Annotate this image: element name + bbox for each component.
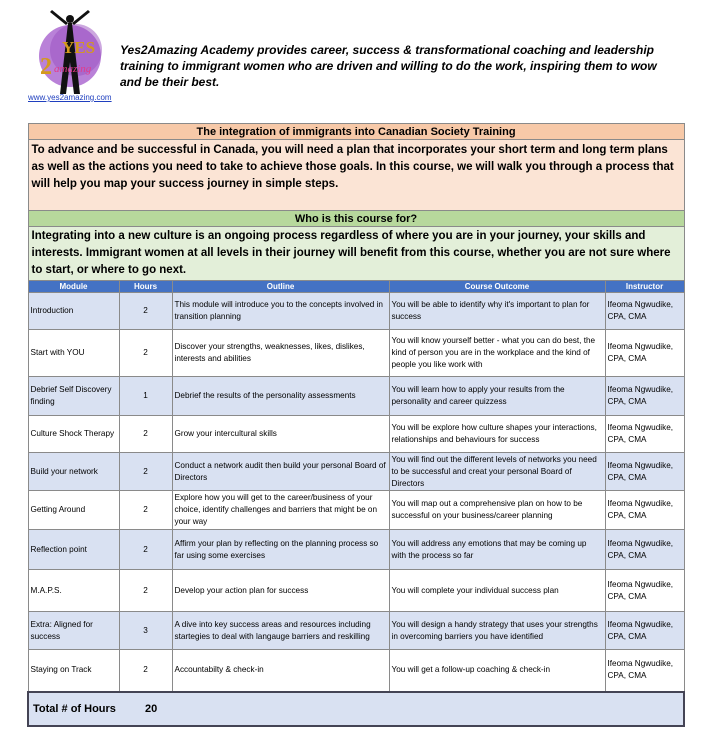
outcome-cell: You will map out a comprehensive plan on how to be successful on your business/career planning — [389, 491, 605, 530]
hours-cell: 2 — [119, 570, 172, 612]
hours-cell: 2 — [119, 330, 172, 377]
header-hours: Hours — [119, 281, 172, 293]
outline-cell: Debrief the results of the personality assessments — [172, 377, 389, 416]
hours-cell: 2 — [119, 416, 172, 453]
hours-cell: 1 — [119, 377, 172, 416]
module-cell: Debrief Self Discovery finding — [28, 377, 119, 416]
tagline: Yes2Amazing Academy provides career, success & transformational coaching and leadership training to immigrant women who are driven and willing to do the work, inspiring them to wow and be their best. — [120, 43, 657, 89]
instructor-cell: Ifeoma Ngwudike, CPA, CMA — [605, 650, 684, 692]
audience-text: Integrating into a new culture is an ongoing process regardless of where you are in your journey, your skills and interests. Immigrant women at all levels in their journey will benefit from this course, whether you are not sure where to start, or where to go next. — [28, 227, 684, 281]
course-title: The integration of immigrants into Canadian Society Training — [28, 124, 684, 140]
instructor-cell: Ifeoma Ngwudike, CPA, CMA — [605, 293, 684, 330]
website-link[interactable]: www.yes2amazing.com — [28, 93, 112, 102]
module-cell: Reflection point — [28, 530, 119, 570]
outcome-cell: You will get a follow-up coaching & check-in — [389, 650, 605, 692]
instructor-cell: Ifeoma Ngwudike, CPA, CMA — [605, 330, 684, 377]
outline-cell: Explore how you will get to the career/business of your choice, identify challenges and barriers that might be on your way — [172, 491, 389, 530]
logo-yes-text: YES — [62, 38, 96, 57]
module-cell: Introduction — [28, 293, 119, 330]
outline-cell: Affirm your plan by reflecting on the planning process so far using some exercises — [172, 530, 389, 570]
hours-cell: 2 — [119, 530, 172, 570]
page-header — [0, 0, 711, 110]
header-outline: Outline — [172, 281, 389, 293]
yes2amazing-logo — [28, 10, 112, 98]
outcome-cell: You will find out the different levels of networks you need to be successful and creat your personal Board of Directors — [389, 453, 605, 491]
outline-cell: Conduct a network audit then build your personal Board of Directors — [172, 453, 389, 491]
instructor-cell: Ifeoma Ngwudike, CPA, CMA — [605, 416, 684, 453]
module-cell: Build your network — [28, 453, 119, 491]
outline-cell: A dive into key success areas and resources including startegies to deal with langauge barriers and reskilling — [172, 612, 389, 650]
hours-cell: 2 — [119, 650, 172, 692]
outcome-cell: You will learn how to apply your results from the personality and career quizzess — [389, 377, 605, 416]
instructor-cell: Ifeoma Ngwudike, CPA, CMA — [605, 530, 684, 570]
table-row — [28, 330, 684, 377]
total-row — [28, 692, 684, 726]
module-cell: Getting Around — [28, 491, 119, 530]
hours-cell: 2 — [119, 453, 172, 491]
outline-cell: Develop your action plan for success — [172, 570, 389, 612]
hours-cell: 2 — [119, 491, 172, 530]
outcome-cell: You will be explore how culture shapes your interactions, relationships and behaviours for success — [389, 416, 605, 453]
outcome-cell: You will address any emotions that may be coming up with the process so far — [389, 530, 605, 570]
header-instructor: Instructor — [605, 281, 684, 293]
outcome-cell: You will know yourself better - what you can do best, the kind of person you are in the workplace and the kind of people you like work with — [389, 330, 605, 377]
total-value: 20 — [145, 702, 158, 715]
header-outcome: Course Outcome — [389, 281, 605, 293]
table-row — [28, 530, 684, 570]
instructor-cell: Ifeoma Ngwudike, CPA, CMA — [605, 612, 684, 650]
instructor-cell: Ifeoma Ngwudike, CPA, CMA — [605, 570, 684, 612]
total-label: Total # of Hours — [33, 702, 116, 715]
module-cell: Extra: Aligned for success — [28, 612, 119, 650]
header-module: Module — [28, 281, 119, 293]
logo-script-text: amazing — [54, 63, 92, 75]
module-cell: Staying on Track — [28, 650, 119, 692]
table-row — [28, 416, 684, 453]
table-row — [28, 650, 684, 692]
module-cell: M.A.P.S. — [28, 570, 119, 612]
instructor-cell: Ifeoma Ngwudike, CPA, CMA — [605, 377, 684, 416]
instructor-cell: Ifeoma Ngwudike, CPA, CMA — [605, 453, 684, 491]
table-row — [28, 377, 684, 416]
logo-number-text: 2 — [40, 54, 52, 80]
instructor-cell: Ifeoma Ngwudike, CPA, CMA — [605, 491, 684, 530]
total-cell — [28, 692, 684, 726]
table-header — [28, 281, 684, 293]
module-cell: Start with YOU — [28, 330, 119, 377]
table-row — [28, 293, 684, 330]
outline-cell: This module will introduce you to the concepts involved in transition planning — [172, 293, 389, 330]
table-row — [28, 453, 684, 491]
outline-cell: Accountabilty & check-in — [172, 650, 389, 692]
course-table — [27, 123, 685, 727]
outline-cell: Grow your intercultural skills — [172, 416, 389, 453]
course-intro: To advance and be successful in Canada, you will need a plan that incorporates your short term and long term plans as well as the actions you need to take to achieve those goals. In this course, we will walk you through a process that will help you map your success journey in simple steps. — [28, 140, 684, 211]
module-cell: Culture Shock Therapy — [28, 416, 119, 453]
hours-cell: 3 — [119, 612, 172, 650]
outcome-cell: You will be able to identify why it's important to plan for success — [389, 293, 605, 330]
outline-cell: Discover your strengths, weaknesses, likes, dislikes, interests and abilities — [172, 330, 389, 377]
table-row — [28, 491, 684, 530]
hours-cell: 2 — [119, 293, 172, 330]
table-row — [28, 570, 684, 612]
outcome-cell: You will complete your individual success plan — [389, 570, 605, 612]
outcome-cell: You will design a handy strategy that uses your strengths in overcoming barriers you have identified — [389, 612, 605, 650]
audience-title: Who is this course for? — [28, 211, 684, 227]
table-row — [28, 612, 684, 650]
